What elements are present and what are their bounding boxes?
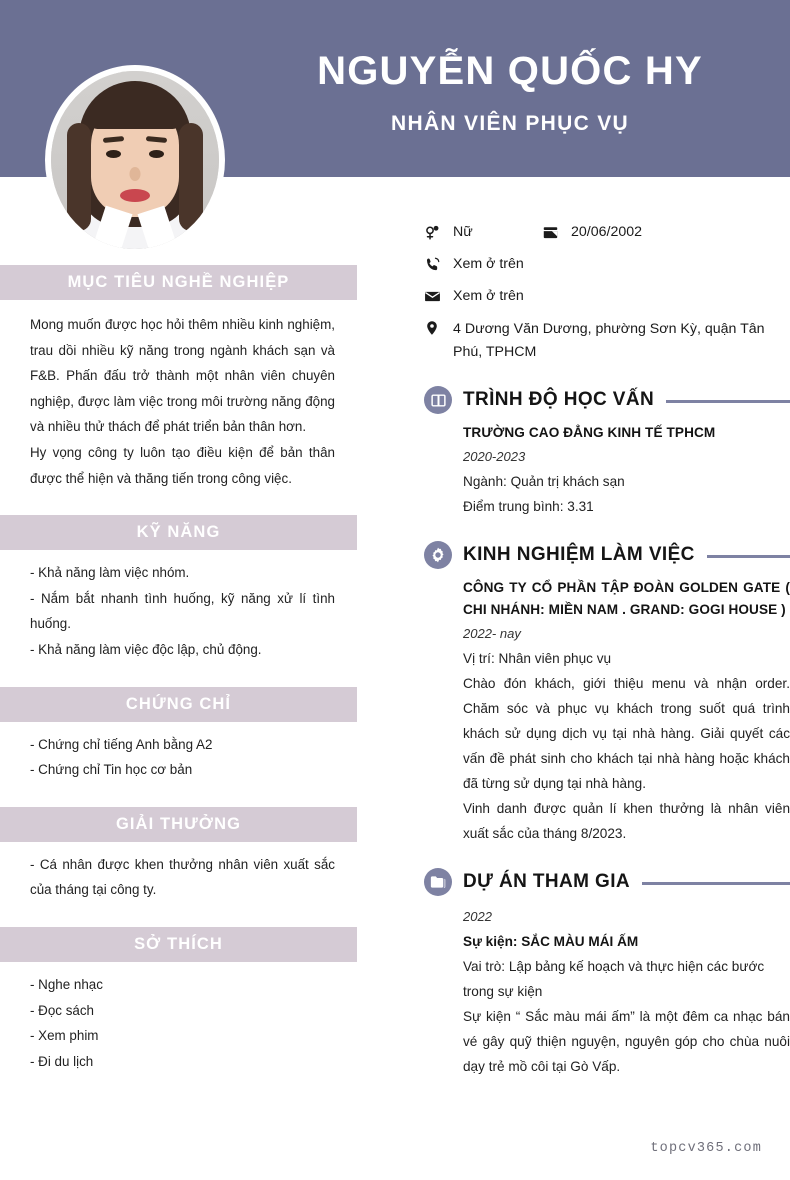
career-objective-paragraph: Hy vọng công ty luôn tạo điều kiện để bản thân được thể hiện và thăng tiến trong công việc. <box>30 444 335 486</box>
contact-gender <box>424 222 542 242</box>
list-item: - Đi du lịch <box>30 1053 94 1069</box>
photo-hair-right <box>179 123 203 231</box>
folder-icon <box>424 868 452 896</box>
education-gpa: Điểm trung bình: 3.31 <box>463 499 594 514</box>
project-description: Sự kiện “ Sắc màu mái ấm” là một đêm ca nhạc bán vé gây quỹ thiện nguyện, nguyên góp cho chùa nuôi dạy trẻ mồ côi tại Gò Vấp. <box>463 1009 790 1074</box>
list-item: - Đọc sách <box>30 1002 94 1018</box>
project-event: Sự kiện: SẮC MÀU MÁI ẤM <box>463 934 639 949</box>
awards-list <box>0 842 357 913</box>
certificates-list <box>0 722 357 793</box>
project-role: Vai trò: Lập bảng kế hoạch và thực hiện các bước trong sự kiện <box>463 959 765 999</box>
section-title: DỰ ÁN THAM GIA <box>463 871 631 892</box>
section-divider <box>666 400 790 403</box>
company-name: CÔNG TY CỔ PHẦN TẬP ĐOÀN GOLDEN GATE ( CHI NHÁNH: MIỀN NAM . GRAND: GOGI HOUSE ) <box>463 580 790 617</box>
location-pin-icon <box>424 318 444 337</box>
education-period: 2020-2023 <box>463 449 526 464</box>
photo-lips <box>120 189 150 202</box>
book-icon <box>424 386 452 414</box>
sidebar-heading-label: SỞ THÍCH <box>134 934 223 953</box>
list-item: - Nghe nhạc <box>30 976 103 992</box>
section-divider <box>642 882 790 885</box>
gender-icon <box>424 222 444 241</box>
section-body <box>424 896 790 1079</box>
section-body <box>424 569 790 846</box>
list-item: - Xem phim <box>30 1028 99 1044</box>
sidebar-heading-label: GIẢI THƯỞNG <box>115 814 242 833</box>
section-experience <box>424 541 790 846</box>
education-major: Ngành: Quản trị khách sạn <box>463 474 625 489</box>
career-objective-paragraph: Mong muốn được học hỏi thêm nhiều kinh nghiệm, trau dồi nhiều kỹ năng trong ngành khách sạn và F&B. Phấn đấu trở thành một nhân viên chuyên nghiệp, được làm việc trong môi trường năng động và nhiều thử thách để phát triển bản thân hơn. <box>30 317 335 435</box>
list-item: - Chứng chỉ Tin học cơ bản <box>30 762 193 778</box>
avatar-photo <box>51 71 219 249</box>
skills-list <box>0 550 357 672</box>
photo-nose <box>130 167 141 181</box>
experience-achievement: Vinh danh được quản lí khen thưởng là nhân viên xuất sắc của tháng 8/2023. <box>463 801 790 841</box>
spacer <box>0 793 357 807</box>
photo-fringe <box>88 97 182 129</box>
list-item: - Cá nhân được khen thưởng nhân viên xuất sắc của tháng tại công ty. <box>30 856 335 898</box>
contact-phone[interactable] <box>424 254 790 274</box>
career-objective-body <box>0 300 357 501</box>
section-title: TRÌNH ĐỘ HỌC VẤN <box>463 389 655 410</box>
sidebar <box>0 265 357 1084</box>
gear-icon <box>424 541 452 569</box>
sidebar-heading-label: MỤC TIÊU NGHỀ NGHIỆP <box>67 273 290 291</box>
photo-eye-right <box>149 150 164 158</box>
contact-phone-value: Xem ở trên <box>453 256 524 272</box>
watermark: topcv365.com <box>650 1141 762 1156</box>
calendar-icon <box>542 222 562 241</box>
spacer <box>0 673 357 687</box>
page-title: NGUYỄN QUỐC HY <box>317 48 703 93</box>
section-projects <box>424 868 790 1079</box>
main-content <box>424 222 790 1079</box>
photo-eye-left <box>106 150 121 158</box>
sidebar-heading-label: CHỨNG CHỈ <box>125 694 232 713</box>
sidebar-heading-hobbies <box>0 927 357 962</box>
contact-info <box>424 222 790 364</box>
list-item: - Nắm bắt nhanh tình huống, kỹ năng xử lí tình huống. <box>30 590 335 632</box>
section-header <box>424 868 790 896</box>
section-divider <box>707 555 790 558</box>
contact-birthday-value: 20/06/2002 <box>571 224 643 240</box>
job-title: NHÂN VIÊN PHỤC VỤ <box>391 112 629 136</box>
envelope-icon <box>424 286 444 305</box>
section-education <box>424 386 790 519</box>
contact-gender-value: Nữ <box>453 224 473 240</box>
photo-hair-left <box>67 123 91 231</box>
avatar <box>45 65 225 255</box>
contact-email-value: Xem ở trên <box>453 288 524 304</box>
phone-icon <box>424 254 444 273</box>
contact-address-value: 4 Dương Văn Dương, phường Sơn Kỳ, quận Tân Phú, TPHCM <box>453 321 765 360</box>
experience-duties: Chào đón khách, giới thiệu menu và nhận order. Chăm sóc và phục vụ khách trong suốt quá trình khách sử dụng dịch vụ tại nhà hàng. Giải quyết các vấn đề phát sinh cho khách tại nhà hàng hoặc khách đã từng sử dụng tại nhà hàng. <box>463 676 790 791</box>
sidebar-heading-label: KỸ NĂNG <box>136 523 221 542</box>
sidebar-heading-awards <box>0 807 357 842</box>
list-item: - Chứng chỉ tiếng Anh bằng A2 <box>30 736 213 752</box>
hobbies-list <box>0 962 357 1084</box>
header-text-block <box>230 0 790 177</box>
sidebar-heading-certificates <box>0 687 357 722</box>
list-item: - Khả năng làm việc nhóm. <box>30 565 190 581</box>
sidebar-heading-skills <box>0 515 357 550</box>
experience-period: 2022- nay <box>463 626 521 641</box>
section-header <box>424 386 790 414</box>
contact-address <box>424 318 774 364</box>
sidebar-heading-career-objective <box>0 265 357 300</box>
list-item: - Khả năng làm việc độc lập, chủ động. <box>30 641 262 657</box>
section-header <box>424 541 790 569</box>
contact-email[interactable] <box>424 286 790 306</box>
spacer <box>0 501 357 515</box>
project-period: 2022 <box>463 909 492 924</box>
contact-row-gender-birthday <box>424 222 790 242</box>
section-title: KINH NGHIỆM LÀM VIỆC <box>463 544 695 565</box>
experience-position: Vị trí: Nhân viên phục vụ <box>463 651 612 666</box>
contact-birthday <box>542 222 642 242</box>
school-name: TRƯỜNG CAO ĐẲNG KINH TẾ TPHCM <box>463 425 716 440</box>
section-body <box>424 414 790 519</box>
spacer <box>0 913 357 927</box>
